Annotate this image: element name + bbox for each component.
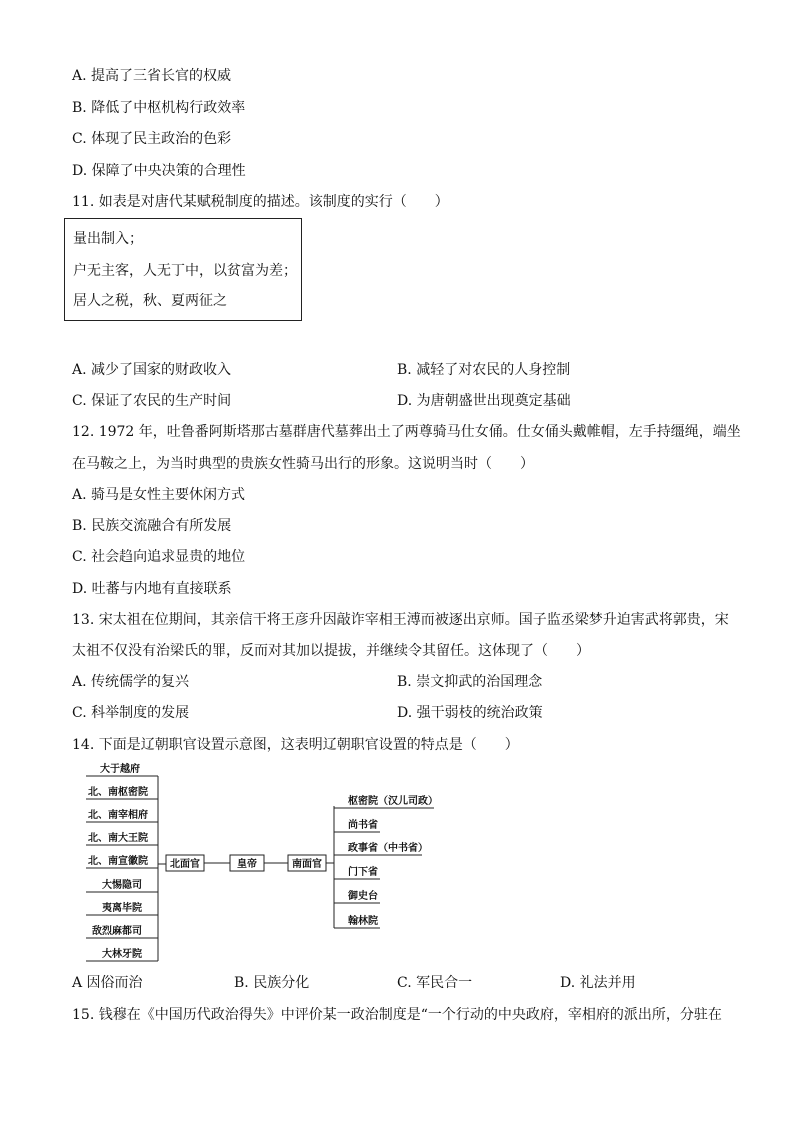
q12-option-a: A. 骑马是女性主要休闲方式 — [72, 487, 246, 503]
north-officials-box: 北面官 — [170, 859, 200, 870]
liao-official-diagram — [80, 758, 460, 968]
q11-option-c: C. 保证了农民的生产时间 — [72, 393, 232, 409]
q14-option-a: A 因俗而治 — [72, 975, 143, 991]
q13-option-d: D. 强干弱枝的统治政策 — [397, 705, 543, 721]
left-item-6: 夷离毕院 — [102, 903, 142, 914]
right-item-4: 御史台 — [348, 891, 378, 902]
q10-option-b: B. 降低了中枢机构行政效率 — [72, 100, 246, 116]
q10-option-d: D. 保障了中央决策的合理性 — [72, 163, 246, 179]
left-list — [86, 762, 158, 961]
q13-stem-line2: 太祖不仅没有治梁氏的罪，反而对其加以提拔，并继续令其留任。这体现了（ ） — [72, 643, 590, 659]
q14-option-c: C. 军民合一 — [397, 975, 473, 991]
right-item-1: 尚书省 — [348, 820, 378, 831]
left-item-3: 北、南大王院 — [88, 833, 148, 844]
q12-stem-line2: 在马鞍之上，为当时典型的贵族女性骑马出行的形象。这说明当时（ ） — [72, 456, 534, 472]
q11-option-a: A. 减少了国家的财政收入 — [72, 362, 232, 378]
left-item-7: 敌烈麻都司 — [92, 926, 142, 937]
left-item-2: 北、南宰相府 — [88, 810, 148, 821]
q12-stem-line1: 12. 1972 年，吐鲁番阿斯塔那古墓群唐代墓葬出土了两尊骑马仕女俑。仕女俑头戴帷帽，左手持缰绳，端坐 — [72, 424, 741, 440]
left-item-8: 大林牙院 — [102, 949, 142, 960]
q14-stem: 14. 下面是辽朝职官设置示意图，这表明辽朝职官设置的特点是（ ） — [72, 737, 519, 753]
left-item-5: 大惕隐司 — [102, 880, 142, 891]
q12-option-d: D. 吐蕃与内地有直接联系 — [72, 581, 232, 597]
q12-option-b: B. 民族交流融合有所发展 — [72, 518, 232, 534]
q15-stem-line1: 15. 钱穆在《中国历代政治得失》中评价某一政治制度是“一个行动的中央政府，宰相府的派出所，分驻在 — [72, 1007, 722, 1023]
south-officials-box: 南面官 — [292, 859, 322, 870]
q10-option-c: C. 体现了民主政治的色彩 — [72, 131, 232, 147]
left-item-4: 北、南宣徽院 — [88, 856, 148, 867]
right-list — [334, 794, 438, 928]
q11-stem: 11. 如表是对唐代某赋税制度的描述。该制度的实行（ ） — [72, 194, 449, 210]
emperor-box: 皇帝 — [237, 859, 257, 870]
right-item-2: 政事省（中书省） — [348, 843, 428, 854]
q11-option-d: D. 为唐朝盛世出现奠定基础 — [397, 393, 571, 409]
q14-option-b: B. 民族分化 — [234, 975, 310, 991]
q11-table-box — [64, 218, 302, 321]
q11-table-row: 户无主客，人无丁中，以贫富为差； — [73, 263, 297, 279]
q12-option-c: C. 社会趋向追求显贵的地位 — [72, 549, 246, 565]
right-item-3: 门下省 — [348, 867, 378, 878]
q13-option-c: C. 科举制度的发展 — [72, 705, 190, 721]
left-item-0: 大于越府 — [100, 764, 140, 775]
right-item-5: 翰林院 — [348, 916, 378, 927]
q13-stem-line1: 13. 宋太祖在位期间，其亲信干将王彦升因敲诈宰相王溥而被逐出京师。国子监丞梁梦升迫害武将郭贵，宋 — [72, 612, 729, 628]
left-item-1: 北、南枢密院 — [88, 787, 148, 798]
q11-table-row: 量出制入； — [73, 231, 143, 247]
q10-option-a: A. 提高了三省长官的权威 — [72, 68, 232, 84]
q13-option-a: A. 传统儒学的复兴 — [72, 674, 190, 690]
q11-option-b: B. 减轻了对农民的人身控制 — [397, 362, 571, 378]
q13-option-b: B. 崇文抑武的治国理念 — [397, 674, 543, 690]
right-item-0: 枢密院（汉儿司政） — [348, 796, 438, 807]
q14-option-d: D. 礼法并用 — [560, 975, 636, 991]
q11-table-row: 居人之税，秋、夏两征之 — [73, 293, 227, 309]
